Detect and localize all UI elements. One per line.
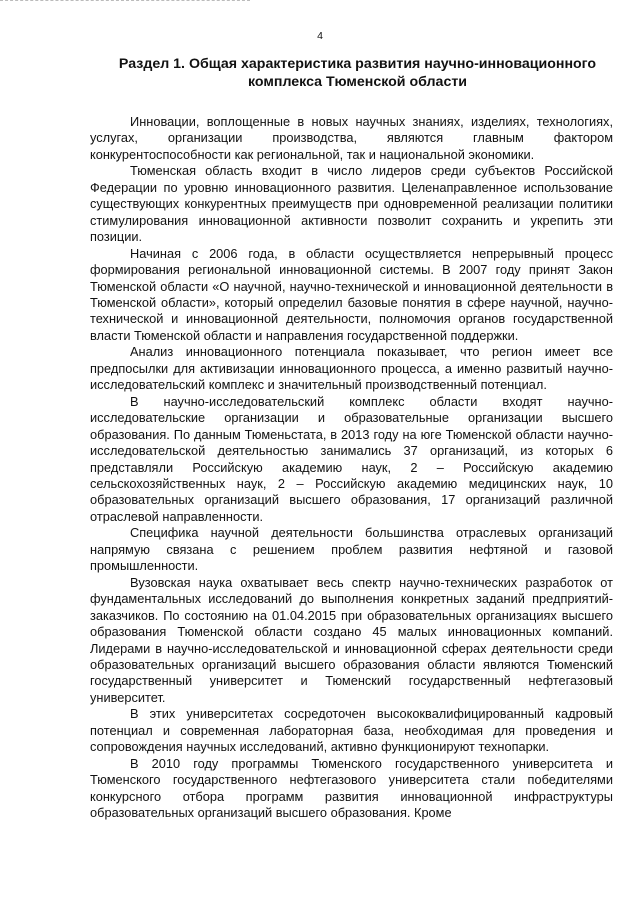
paragraph: В научно-исследовательский комплекс области входят научно-исследовательские организации и образовательные организации высшего образования. По данным Тюменьстата, в 2013 году на юге Тюменской области научно-исследовательской деятельностью занимались 37 организаций, из которых 6 представляли Российскую академию наук, 2 – Российскую академию сельскохозяйственных наук, 2 – Российскую академию медицинских наук, 10 образовательных организаций высшего образования, 17 организаций различной отраслевой направленности. bbox=[90, 393, 613, 524]
scan-edge-line bbox=[0, 0, 250, 1]
paragraph: Тюменская область входит в число лидеров среди субъектов Российской Федерации по уровню инновационного развития. Целенаправленное использование существующих конкурентных преимуществ при одновременной реализации политики стимулирования инновационной активности позволит сохранить и укрепить эти позиции. bbox=[90, 163, 613, 245]
paragraph: В этих университетах сосредоточен высококвалифицированный кадровый потенциал и современная лабораторная база, необходимая для проведения и сопровождения научных исследований, активно функционируют технопарки. bbox=[90, 706, 613, 755]
paragraph: Анализ инновационного потенциала показывает, что регион имеет все предпосылки для активизации инновационного процесса, а именно развитый научно-исследовательский комплекс и значительный производственный потенциал. bbox=[90, 344, 613, 393]
paragraph: Вузовская наука охватывает весь спектр научно-технических разработок от фундаментальных исследований до выполнения конкретных заданий предприятий-заказчиков. По состоянию на 01.04.2015 при образовательных организациях высшего образования Тюменской области создано 45 малых инновационных компаний. Лидерами в научно-исследовательской и инновационной сферах деятельности среди образовательных организаций высшего образования области являются Тюменский государственный университет и Тюменский государственный нефтегазовый университет. bbox=[90, 574, 613, 705]
document-body bbox=[90, 114, 613, 821]
paragraph: В 2010 году программы Тюменского государственного университета и Тюменского государственного нефтегазового университета стали победителями конкурсного отбора программ развития инновационной инфраструктуры образовательных организаций высшего образования. Кроме bbox=[90, 755, 613, 821]
section-title: Раздел 1. Общая характеристика развития научно-инновационного комплекса Тюменской области bbox=[118, 56, 597, 90]
paragraph: Инновации, воплощенные в новых научных знаниях, изделиях, технологиях, услугах, организации производства, являются главным фактором конкурентоспособности как региональной, так и национальной экономики. bbox=[90, 114, 613, 162]
page-number: 4 bbox=[317, 30, 323, 42]
paragraph: Начиная с 2006 года, в области осуществляется непрерывный процесс формирования региональной инновационной системы. В 2007 году принят Закон Тюменской области «О научной, научно-технической и инновационной деятельности в Тюменской области», который определил базовые понятия в сфере научной, научно-технической и инновационной деятельности, полномочия органов государственной власти Тюменской области и направления государственной поддержки. bbox=[90, 245, 613, 343]
paragraph: Специфика научной деятельности большинства отраслевых организаций напрямую связана с решением проблем развития нефтяной и газовой промышленности. bbox=[90, 525, 613, 574]
